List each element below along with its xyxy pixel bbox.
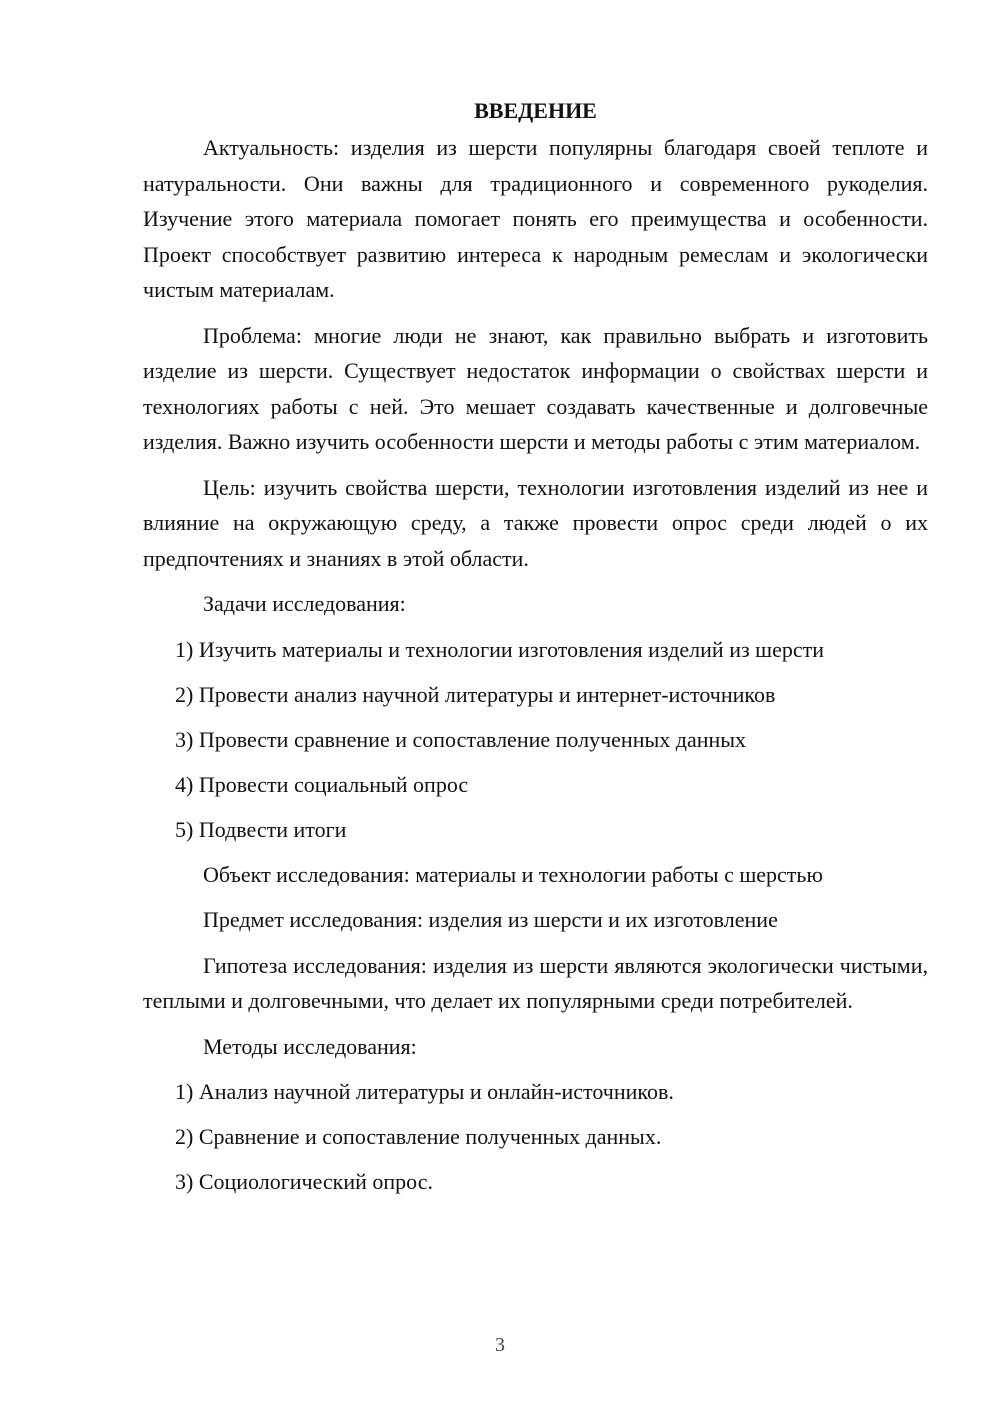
section-heading: ВВЕДЕНИЕ: [474, 98, 597, 123]
task-item: 2) Провести анализ научной литературы и интернет-источников: [175, 681, 776, 707]
method-item: 2) Сравнение и сопоставление полученных данных.: [175, 1124, 662, 1149]
page-number: 3: [495, 1334, 505, 1356]
tasks-title: Задачи исследования:: [203, 591, 406, 616]
object-paragraph: Объект исследования: материалы и технологии работы с шерстью: [203, 861, 823, 887]
method-item: 1) Анализ научной литературы и онлайн-источников.: [175, 1079, 674, 1104]
method-item: 3) Социологический опрос.: [175, 1169, 433, 1194]
hypothesis-paragraph: Гипотеза исследования: изделия из шерсти являются экологически чистыми, теплыми и долговечными, что делает их популярными среди потребителей.: [143, 952, 928, 1013]
page-content: [143, 96, 928, 1209]
task-item: 5) Подвести итоги: [175, 816, 347, 842]
goal-paragraph: Цель: изучить свойства шерсти, технологии изготовления изделий из нее и влияние на окружающую среду, а также провести опрос среди людей о их предпочтениях и знаниях в этой области.: [143, 474, 928, 571]
problem-paragraph: Проблема: многие люди не знают, как правильно выбрать и изготовить изделие из шерсти. Существует недостаток информации о свойствах шерсти и технологиях работы с ней. Это мешает создавать качественные и долговечные изделия. Важно изучить особенности шерсти и методы работы с этим материалом.: [143, 322, 928, 454]
task-item: 1) Изучить материалы и технологии изготовления изделий из шерсти: [175, 636, 825, 662]
relevance-paragraph: Актуальность: изделия из шерсти популярны благодаря своей теплоте и натуральности. Они важны для традиционного и современного рукоделия. Изучение этого материала помогает понять его преимущества и особенности. Проект способствует развитию интереса к народным ремеслам и экологически чистым материалам.: [143, 135, 928, 302]
methods-title: Методы исследования:: [203, 1033, 417, 1059]
task-item: 3) Провести сравнение и сопоставление полученных данных: [175, 726, 747, 752]
task-item: 4) Провести социальный опрос: [175, 771, 469, 797]
subject-paragraph: Предмет исследования: изделия из шерсти и их изготовление: [203, 907, 778, 932]
